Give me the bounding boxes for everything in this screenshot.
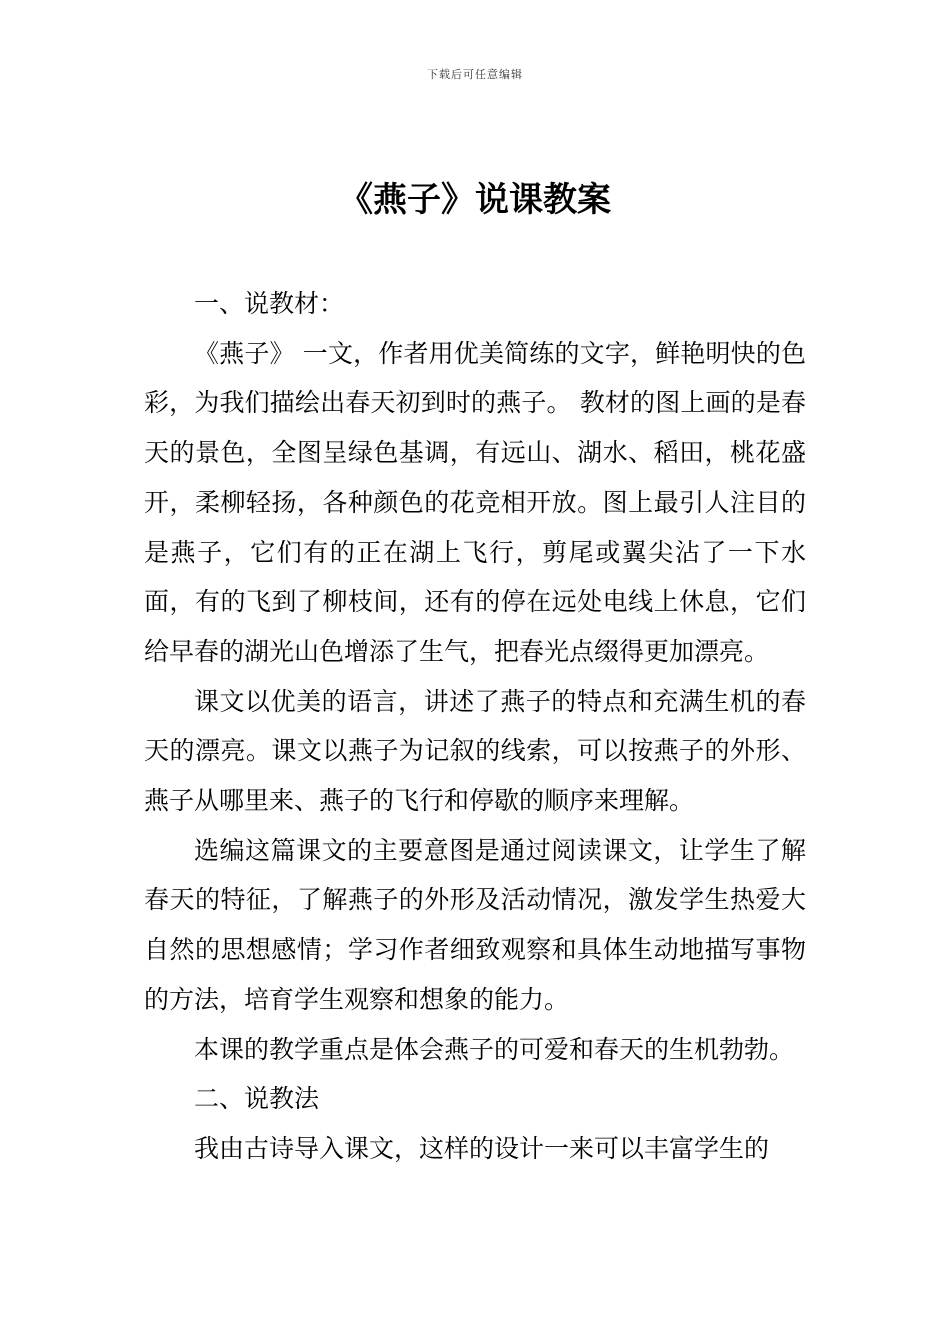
paragraph-text-focus: 本课的教学重点是体会燕子的可爱和春天的生机勃勃。 xyxy=(194,1034,795,1064)
header-note: 下载后可任意编辑 xyxy=(427,68,523,81)
paragraph-text-intro: 《燕子》 一文，作者用优美简练的文字，鲜艳明快的色彩，为我们描绘出春天初到时的燕子。 教材的图上画的是春天的景色，全图呈绿色基调，有远山、湖水、稻田，桃花盛开，柔柳轻扬，各种颜色的花竞相开放。图上最引人注目的是燕子，它们有的正在湖上飞行，剪尾或翼尖沾了一下水面，有的飞到了柳枝间，还有的停在远处电线上休息，它们给早春的湖光山色增添了生气，把春光点缀得更加漂亮。 xyxy=(144,338,806,666)
section-heading-textbook: 一、说教材： xyxy=(194,289,345,318)
document-body xyxy=(144,279,806,1174)
paragraph-text-method: 我由古诗导入课文，这样的设计一来可以丰富学生的 xyxy=(194,1133,770,1163)
paragraph-text-language: 课文以优美的语言，讲述了燕子的特点和充满生机的春天的漂亮。课文以燕子为记叙的线索，可以按燕子的外形、燕子从哪里来、燕子的飞行和停歇的顺序来理解。 xyxy=(144,686,806,816)
document-title: 《燕子》说课教案 xyxy=(339,180,611,220)
paragraph-text-intent: 选编这篇课文的主要意图是通过阅读课文，让学生了解春天的特征，了解燕子的外形及活动情况，激发学生热爱大自然的思想感情；学习作者细致观察和具体生动地描写事物的方法，培育学生观察和想象的能力。 xyxy=(144,835,806,1014)
section-heading-method: 二、说教法 xyxy=(194,1084,320,1114)
